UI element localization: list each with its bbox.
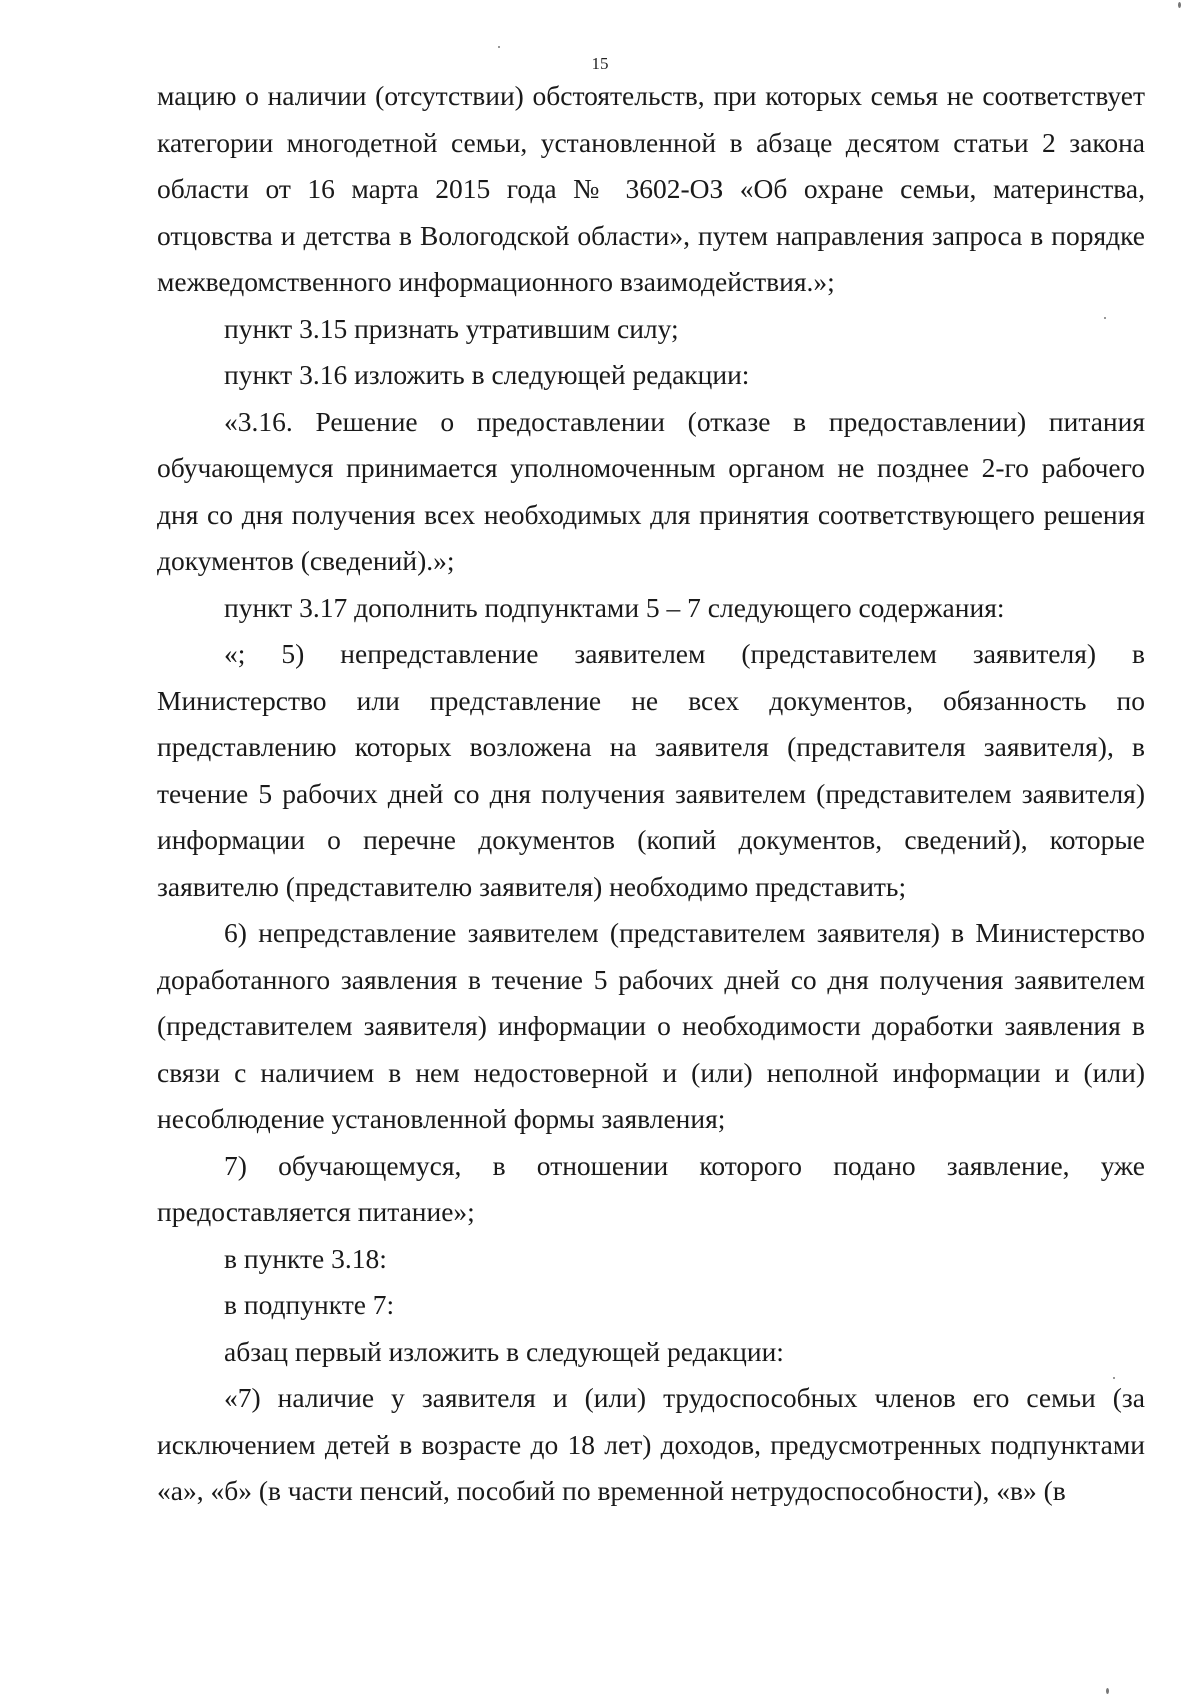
paragraph-item-3-16-text: «3.16. Решение о предоставлении (отказе в предоставлении) питания обучающемуся принимается уполномоченным органом не позднее 2-го рабочего дня со дня получения всех необходимых для принятия соответствующего решения документов (сведений).»;	[157, 405, 1145, 576]
page-number: 15	[591, 54, 609, 73]
paragraph-item-3-15: пункт 3.15 признать утратившим силу;	[224, 312, 679, 344]
paragraph-subitem-7-text: «7) наличие у заявителя и (или) трудоспособных членов его семьи (за исключением детей в возрасте до 18 лет) доходов, предусмотренных подпунктами «а», «б» (в части пенсий, пособий по временной нетрудоспособности), «в» (в	[157, 1382, 1145, 1506]
document-body	[157, 73, 1145, 1515]
paragraph-subitem-7-ref: в подпункте 7:	[224, 1289, 395, 1320]
paragraph-item-3-18: в пункте 3.18:	[224, 1242, 387, 1274]
paragraph-subitem-6: 6) непредставление заявителем (представителем заявителя) в Министерство доработанного заявления в течение 5 рабочих дней со дня получения заявителем (представителем заявителя) информации о необходимости доработки заявления в связи с наличием в нем недостоверной и (или) неполной информации и (или) несоблюдение установленной формы заявления;	[157, 917, 1145, 1134]
paragraph-item-3-16-intro: пункт 3.16 изложить в следующей редакции:	[224, 359, 750, 390]
paragraph-continuation: мацию о наличии (отсутствии) обстоятельств, при которых семья не соответствует категории многодетной семьи, установленной в абзаце десятом статьи 2 закона области от 16 марта 2015 года № 3602-ОЗ «Об охране семьи, материнства, отцовства и детства в Вологодской области», путем направления запроса в порядке межведомственного информационного взаимодействия.»;	[157, 80, 1145, 297]
paragraph-first-abzac: абзац первый изложить в следующей редакции:	[224, 1335, 784, 1367]
paragraph-subitem-7: 7) обучающемуся, в отношении которого подано заявление, уже предоставляется питание»;	[157, 1149, 1145, 1227]
paragraph-item-3-17-intro: пункт 3.17 дополнить подпунктами 5 – 7 следующего содержания:	[224, 591, 1005, 623]
paragraph-subitem-5: «; 5) непредставление заявителем (представителем заявителя) в Министерство или представление не всех документов, обязанность по представлению которых возложена на заявителя (представителя заявителя), в течение 5 рабочих дней со дня получения заявителем (представителем заявителя) информации о перечне документов (копий документов, сведений), которые заявителю (представителю заявителя) необходимо представить;	[157, 638, 1145, 902]
